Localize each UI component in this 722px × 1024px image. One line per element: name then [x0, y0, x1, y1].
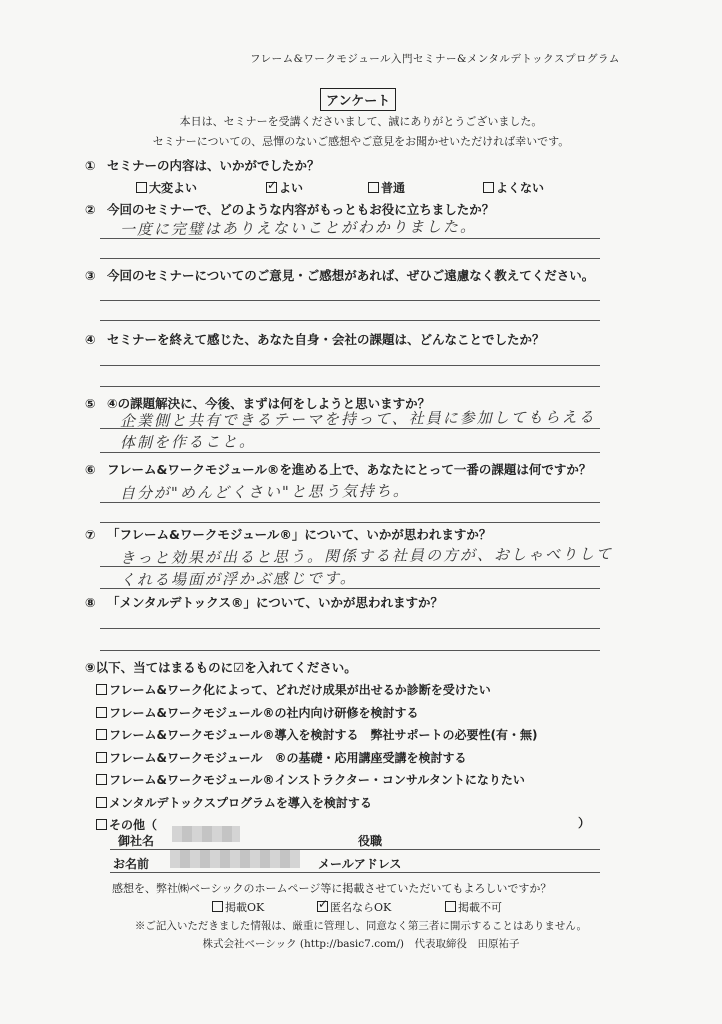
position-label: 役職 — [358, 834, 383, 848]
publish-option-anonymous[interactable]: ✓ 匿名ならOK — [317, 899, 391, 915]
redacted-name — [170, 850, 300, 868]
question-7: ⑦ 「フレーム&ワークモジュール®」について、いかが思われますか？ — [85, 527, 492, 542]
publish-option-no[interactable]: 掲載不可 — [445, 899, 502, 915]
question-8: ⑧ 「メンタルデトックス®」について、いかが思われますか？ — [85, 595, 444, 610]
q9-option-mental-detox[interactable]: メンタルデトックスプログラムを導入を検討する — [96, 794, 372, 811]
answer-line — [100, 300, 600, 301]
question-3: ③ 今回のセミナーについてのご意見・ご感想があれば、ぜひご遠慮なく教えてください。 — [85, 268, 595, 283]
answer-6: 自分が"めんどくさい"と思う気持ち。 — [119, 481, 410, 503]
answer-line — [100, 502, 600, 503]
privacy-note: ※ご記入いただきました情報は、厳重に管理し、同意なく第三者に開示することはありません。 — [134, 920, 588, 932]
email-label: メールアドレス — [318, 857, 402, 871]
publish-question: 感想を、弊社㈱ベーシックのホームページ等に掲載させていただいてもよろしいですか？ — [112, 882, 552, 895]
answer-line — [100, 365, 600, 366]
q9-option-inhouse-training[interactable]: フレーム&ワークモジュール®の社内向け研修を検討する — [96, 704, 419, 721]
scan-noise — [60, 0, 620, 8]
answer-7-line-2: くれる場面が浮かぶ感じです。 — [119, 568, 357, 590]
q9-option-other[interactable]: その他（ — [96, 816, 157, 833]
answer-line — [100, 452, 600, 453]
checkbox-checked[interactable] — [266, 182, 277, 193]
question-4: ④ セミナーを終えて感じた、あなた自身・会社の課題は、どんなことでしたか？ — [85, 332, 545, 347]
company-footer: 株式会社ベーシック (http://basic7.com/) 代表取締役 田原祐子 — [202, 938, 520, 950]
q1-option-bad[interactable]: よくない — [483, 179, 544, 196]
question-9: ⑨以下、当てはまるものに☑を入れてください。 — [85, 660, 357, 675]
intro-line-1: 本日は、セミナーを受講くださいまして、誠にありがとうございました。 — [179, 115, 543, 128]
page-title: アンケート — [320, 88, 396, 111]
checkbox[interactable] — [212, 901, 223, 912]
answer-line — [100, 386, 600, 387]
checkbox[interactable] — [136, 182, 147, 193]
answer-line — [100, 650, 600, 651]
program-header: フレーム&ワークモジュール入門セミナー&メンタルデトックスプログラム — [250, 53, 620, 65]
question-2: ② 今回のセミナーで、どのような内容がもっともお役に立ちましたか？ — [85, 202, 495, 217]
checkbox[interactable] — [96, 819, 107, 830]
answer-5-line-1: 企業側と共有できるテーマを持って、社員に参加してもらえる — [119, 407, 596, 431]
redacted-company — [172, 826, 240, 842]
answer-line — [100, 628, 600, 629]
question-1: ① セミナーの内容は、いかがでしたか？ — [85, 158, 320, 173]
answer-line — [100, 238, 600, 239]
q9-option-instructor[interactable]: フレーム&ワークモジュール®インストラクター・コンサルタントになりたい — [96, 771, 525, 788]
q9-option-introduction[interactable]: フレーム&ワークモジュール®導入を検討する 弊社サポートの必要性(有・無) — [96, 726, 537, 743]
q1-option-very-good[interactable]: 大変よい — [136, 179, 197, 196]
field-line — [110, 872, 600, 873]
answer-line — [100, 258, 600, 259]
checkbox[interactable] — [96, 797, 107, 808]
checkbox[interactable] — [445, 901, 456, 912]
question-6: ⑥ フレーム&ワークモジュール®を進める上で、あなたにとって一番の課題は何ですか？ — [85, 462, 592, 477]
q1-option-good[interactable]: ✓ よい — [266, 179, 303, 196]
question-5: ⑤ ④の課題解決に、今後、まずは何をしようと思いますか？ — [85, 396, 431, 411]
answer-line — [100, 428, 600, 429]
checkbox[interactable] — [96, 752, 107, 763]
checkbox[interactable] — [96, 774, 107, 785]
answer-5-line-2: 体制を作ること。 — [119, 432, 257, 452]
answer-line — [100, 320, 600, 321]
checkbox[interactable] — [483, 182, 494, 193]
q9-option-course[interactable]: フレーム&ワークモジュール ®の基礎・応用講座受講を検討する — [96, 749, 467, 766]
checkbox[interactable] — [96, 684, 107, 695]
answer-7-line-1: きっと効果が出ると思う。関係する社員の方が、おしゃべりして — [119, 544, 614, 568]
company-label: 御社名 — [118, 834, 155, 848]
other-close-paren: ） — [578, 816, 591, 830]
checkbox[interactable] — [96, 707, 107, 718]
name-label: お名前 — [113, 857, 150, 871]
answer-2: 一度に完璧はありえないことがわかりました。 — [119, 217, 478, 239]
q1-option-normal[interactable]: 普通 — [368, 179, 405, 196]
checkbox[interactable] — [368, 182, 379, 193]
checkbox-checked[interactable] — [317, 901, 328, 912]
intro-line-2: セミナーについての、忌憚のないご感想やご意見をお聞かせいただければ幸いです。 — [152, 135, 570, 148]
answer-line — [100, 522, 600, 523]
q9-option-diagnosis[interactable]: フレーム&ワーク化によって、どれだけ成果が出せるか診断を受けたい — [96, 681, 491, 698]
answer-line — [100, 588, 600, 589]
checkbox[interactable] — [96, 729, 107, 740]
publish-option-ok[interactable]: 掲載OK — [212, 899, 264, 915]
